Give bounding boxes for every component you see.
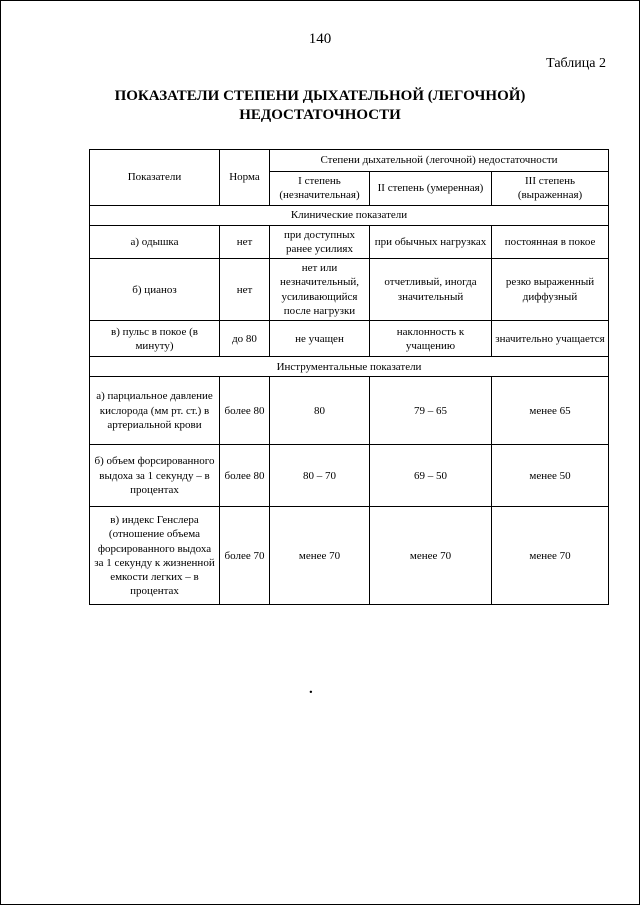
cell-degree-3: постоянная в покое [492, 225, 609, 259]
cell-degree-3: значительно учащается [492, 321, 609, 357]
header-degree-1: I степень (незначительная) [270, 172, 370, 206]
cell-degree-2: 69 – 50 [370, 445, 492, 507]
cell-degree-2: при обычных нагрузках [370, 225, 492, 259]
cell-degree-2: отчетливый, иногда значительный [370, 259, 492, 321]
header-degree-2: II степень (умеренная) [370, 172, 492, 206]
cell-degree-3: резко выраженный диффузный [492, 259, 609, 321]
cell-norm: более 80 [220, 445, 270, 507]
cell-norm: нет [220, 225, 270, 259]
cell-norm: более 80 [220, 377, 270, 445]
cell-degree-2: наклонность к учащению [370, 321, 492, 357]
cell-indicator: б) объем форсированного выдоха за 1 секунду – в процентах [90, 445, 220, 507]
cell-degree-1: нет или незначительный, усиливающийся после нагрузки [270, 259, 370, 321]
section-title-instrumental: Инструментальные показатели [90, 357, 609, 377]
indicators-table [89, 149, 609, 605]
cell-degree-1: 80 [270, 377, 370, 445]
page-number: 140 [308, 31, 332, 47]
cell-degree-1: менее 70 [270, 507, 370, 605]
header-degree-3: III степень (выраженная) [492, 172, 609, 206]
header-norm: Норма [220, 150, 270, 206]
table-row [90, 377, 609, 445]
cell-degree-1: не учащен [270, 321, 370, 357]
cell-norm: более 70 [220, 507, 270, 605]
title-line-1: ПОКАЗАТЕЛИ СТЕПЕНИ ДЫХАТЕЛЬНОЙ (ЛЕГОЧНОЙ) [114, 88, 526, 104]
section-title-clinical: Клинические показатели [90, 205, 609, 225]
table-row [90, 321, 609, 357]
cell-degree-3: менее 70 [492, 507, 609, 605]
title-line-2: НЕДОСТАТОЧНОСТИ [239, 107, 401, 123]
table-row [90, 225, 609, 259]
cell-degree-3: менее 65 [492, 377, 609, 445]
document-title [1, 87, 639, 125]
table-header-row [90, 150, 609, 172]
stray-mark: . [309, 681, 313, 697]
cell-degree-1: при доступных ранее усилиях [270, 225, 370, 259]
cell-indicator: б) цианоз [90, 259, 220, 321]
cell-indicator: в) пульс в покое (в минуту) [90, 321, 220, 357]
table-row [90, 445, 609, 507]
table-row [90, 507, 609, 605]
cell-degree-1: 80 – 70 [270, 445, 370, 507]
cell-indicator: в) индекс Генслера (отношение объема форсированного выдоха за 1 секунду к жизненной емкости легких – в процентах [90, 507, 220, 605]
cell-degree-2: менее 70 [370, 507, 492, 605]
header-indicators: Показатели [90, 150, 220, 206]
cell-indicator: а) парциальное давление кислорода (мм рт. ст.) в артериальной крови [90, 377, 220, 445]
header-degrees: Степени дыхательной (легочной) недостаточности [270, 150, 609, 172]
section-row-clinical [90, 205, 609, 225]
cell-norm: нет [220, 259, 270, 321]
cell-degree-2: 79 – 65 [370, 377, 492, 445]
section-row-instrumental [90, 357, 609, 377]
table-label: Таблица 2 [546, 56, 606, 71]
cell-degree-3: менее 50 [492, 445, 609, 507]
cell-norm: до 80 [220, 321, 270, 357]
cell-indicator: а) одышка [90, 225, 220, 259]
table-row [90, 259, 609, 321]
